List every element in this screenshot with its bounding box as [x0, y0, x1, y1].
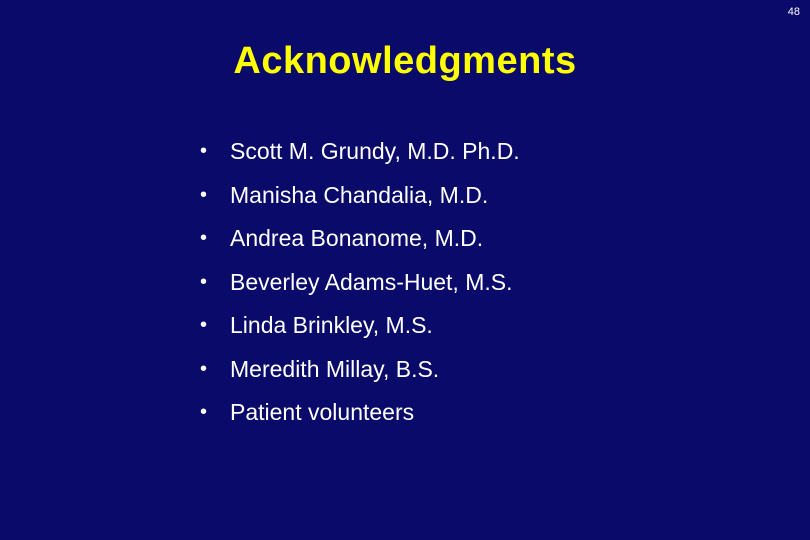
- list-item-text: Andrea Bonanome, M.D.: [230, 225, 484, 252]
- bullet-icon: •: [200, 401, 208, 424]
- list-item: [200, 304, 520, 348]
- list-item-text: Scott M. Grundy, M.D. Ph.D.: [230, 138, 520, 165]
- bullet-icon: •: [200, 314, 208, 337]
- list-item-text: Manisha Chandalia, M.D.: [230, 181, 489, 208]
- list-item: [200, 174, 520, 218]
- list-item-text: Patient volunteers: [230, 399, 415, 426]
- list-item-text: Meredith Millay, B.S.: [230, 355, 440, 382]
- list-item-text: Linda Brinkley, M.S.: [230, 312, 433, 339]
- list-item-text: Beverley Adams-Huet, M.S.: [230, 268, 513, 295]
- list-item: [200, 261, 520, 305]
- bullet-icon: •: [200, 227, 208, 250]
- bullet-icon: •: [200, 270, 208, 293]
- bullet-icon: •: [200, 140, 208, 163]
- bullet-icon: •: [200, 183, 208, 206]
- list-item: [200, 130, 520, 174]
- slide-title: Acknowledgments: [233, 40, 577, 82]
- page-number: 48: [787, 6, 800, 18]
- list-item: [200, 391, 520, 435]
- list-item: [200, 348, 520, 392]
- acknowledgment-list: [200, 130, 520, 435]
- bullet-icon: •: [200, 357, 208, 380]
- list-item: [200, 217, 520, 261]
